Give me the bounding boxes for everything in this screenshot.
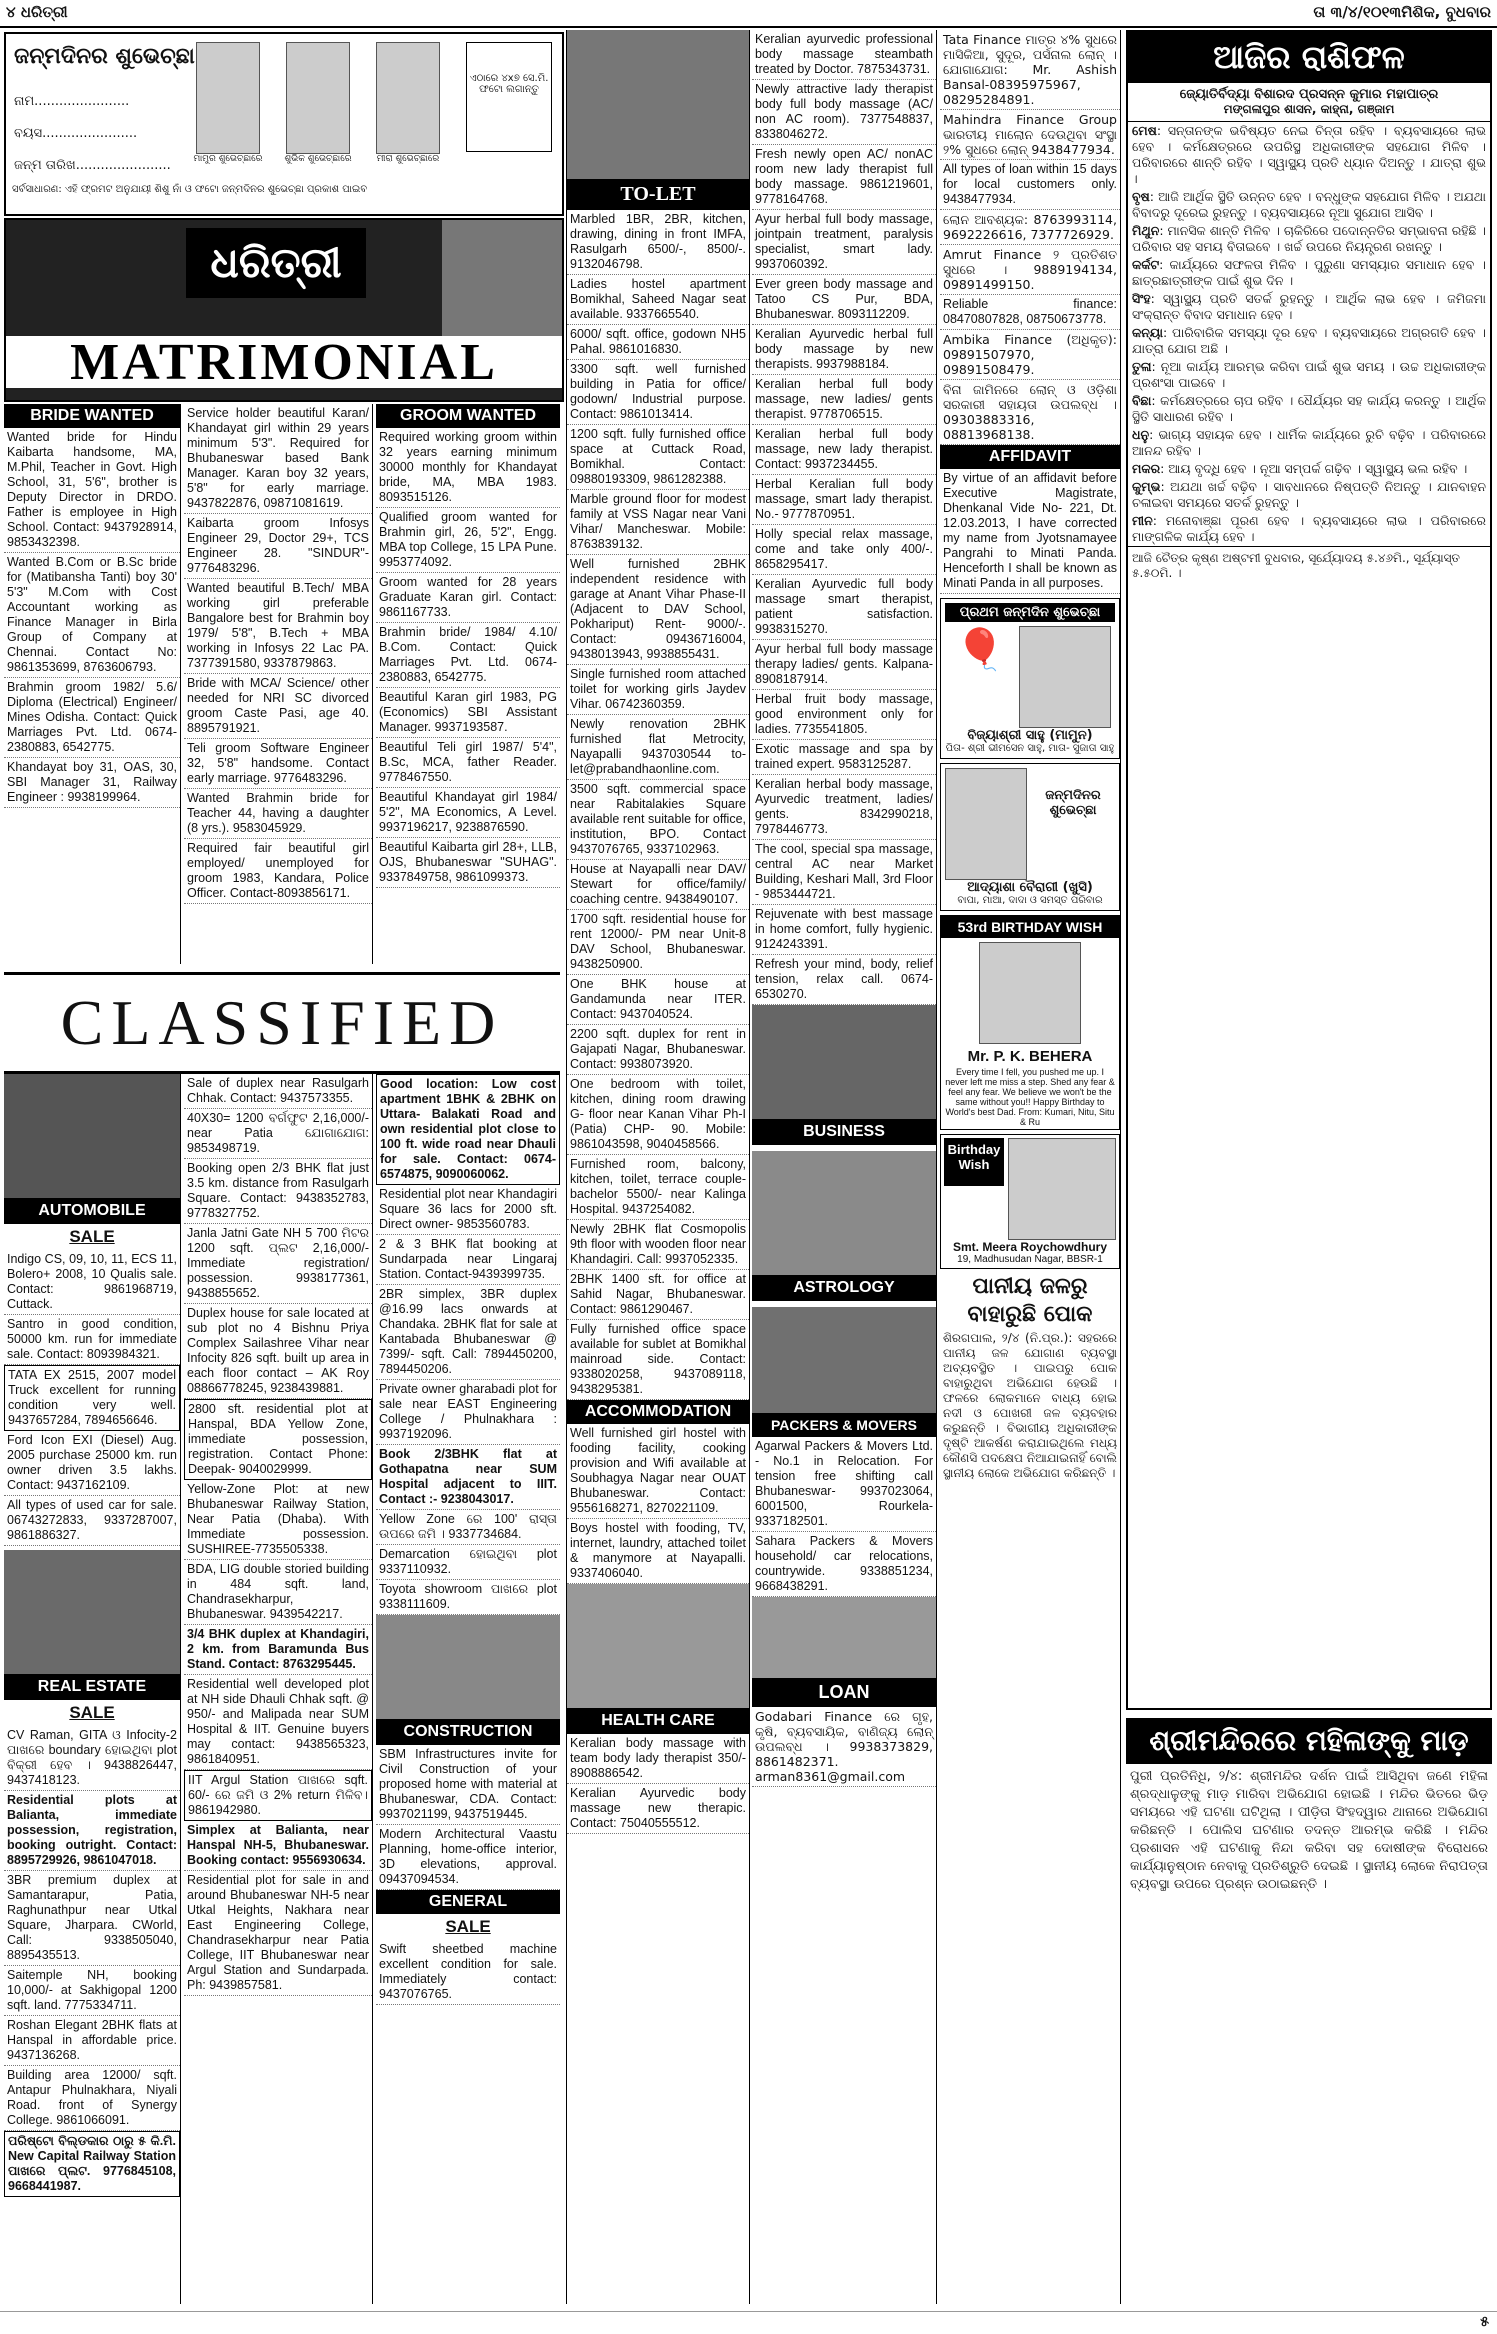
classified-ad: Wanted beautiful B.Tech/ MBA working girl preferable Bangalore best for Brahmin boy 1979/ 5'8", B.Tech + MBA working in Infosys 22 Lac PA. 7377391580, 9337879863. xyxy=(184,579,372,674)
child-photo xyxy=(286,42,350,154)
classified-ad: One bedroom with toilet, kitchen, dining room drawing G- floor near Kanan Vihar Ph-I (Patia) CHP- 90. Mobile: 9861043598, 9040458566. xyxy=(567,1075,749,1155)
zodiac-prediction: ସନ୍ତାନଙ୍କ ଭବିଷ୍ୟତ ନେଇ ଚିନ୍ତା ରହିବ । ବ୍ୟବସାୟରେ ଲାଭ ହେବ । କର୍ମକ୍ଷେତ୍ରରେ ଉପରିସ୍ଥ ଅଧିକାରୀଙ୍କ ସହଯୋଗ ମିଳିବ । ପରିବାରରେ ଶାନ୍ତି ରହିବ । ସ୍ୱାସ୍ଥ୍ୟ ପ୍ରତି ଧ୍ୟାନ ଦିଅନ୍ତୁ । ଯାତ୍ରା ଶୁଭ । xyxy=(1132,123,1486,186)
construction-image xyxy=(376,1615,560,1745)
classified-ad: Newly attractive lady therapist body full body massage (AC/ non AC room). 7377548837, 8338046272. xyxy=(752,80,936,145)
classified-ad: 3300 sqft. well furnished building in Patia for office/ godown/ Industrial purpose. Contact: 9861013414. xyxy=(567,360,749,425)
first-birthday-from: ପିତା- ଶ୍ରୀ ଭୀମସେନ ସାହୁ, ମାତା- ସୁଜାତା ସାହୁ xyxy=(945,743,1115,754)
classified-ad: Sale of duplex near Rasulgarh Chhak. Contact: 9437573355. xyxy=(184,1074,372,1109)
classified-ad: Wanted bride for Hindu Kaibarta handsome, MA, M.Phil, Teacher in Govt. High School, 31, 5'6", brother is Deputy Director in DRDO. Father is employee in High School. Contact: 9437928914, 9853432398. xyxy=(4,428,180,553)
girl-photo xyxy=(945,768,1027,880)
zodiac-prediction: ଭାଗ୍ୟ ସହାୟକ ହେବ । ଧାର୍ମିକ କାର୍ଯ୍ୟରେ ରୁଚି ବଢ଼ିବ । ପରିବାରରେ ଆନନ୍ଦ ରହିବ । xyxy=(1132,427,1487,458)
classified-ad: 2 & 3 BHK flat booking at Sundarpada near Lingaraj Station. Contact-9439399735. xyxy=(376,1235,560,1285)
rashifal-list xyxy=(1128,122,1490,546)
classified-title: CLASSIFIED xyxy=(60,987,504,1058)
classified-ad: Kaibarta groom Infosys Engineer 29, Doctor 29+, TCS Engineer 28. "SINDUR"- 9776483296. xyxy=(184,514,372,579)
birthday-from-2: ବାପା, ମାଆ, ଦାଦା ଓ ସମସ୍ତ ପରିବାର xyxy=(957,895,1103,906)
classified-ad: Simplex at Balianta, near Hanspal NH-5, Bhubaneswar. Booking contact: 9556930634. xyxy=(184,1821,372,1871)
classified-ad: 1700 sqft. residential house for rent 12000/- PM near Unit-8 DAV School, Bhubaneswar. 9438250900. xyxy=(567,910,749,975)
classified-ad: Roshan Elegant 2BHK flats at Hanspal in affordable price. 9437136268. xyxy=(4,2016,180,2066)
classified-ad: Building area 12000/ sqft. Antapur Phulnakhara, Niyali Road. front of Synergy College. 9861066091. xyxy=(4,2066,180,2131)
tolet-col xyxy=(566,30,750,2304)
classified-ad: 2BR simplex, 3BR duplex @16.99 lacs onwards at Chandaka. 2BHK flat for sale at Kantabada Bhubaneswar @ 7399/- sqft. Call: 7894450200, 7894450206. xyxy=(376,1285,560,1380)
birthday-form-title: ଜନ୍ମଦିନର ଶୁଭେଚ୍ଛା xyxy=(14,44,195,69)
temple-news-text: ପୁରୀ ପ୍ରତିନିଧି, ୨/୪: ଶ୍ରୀମନ୍ଦିର ଦର୍ଶନ ପାଇଁ ଆସିଥିବା ଜଣେ ମହିଳା ଶ୍ରଦ୍ଧାଳୁଙ୍କୁ ମାଡ଼ ମାରିବା ଅଭିଯୋଗ ହୋଇଛି । ମନ୍ଦିର ଭିତରେ ଭିଡ଼ ସମୟରେ ଏହି ଘଟଣା ଘଟିଥିଲା । ପୀଡ଼ିତା ସିଂହଦ୍ୱାର ଥାନାରେ ଅଭିଯୋଗ କରିଛନ୍ତି । ପୋଲିସ ଘଟଣାର ତଦନ୍ତ ଆରମ୍ଭ କରିଛି । ମନ୍ଦିର ପ୍ରଶାସନ ଏହି ଘଟଣାକୁ ନିନ୍ଦା କରିବା ସହ ଦୋଷୀଙ୍କ ବିରୋଧରେ କାର୍ଯ୍ୟାନୁଷ୍ଠାନ ନେବାକୁ ପ୍ରତିଶ୍ରୁତି ଦେଇଛି । ସ୍ଥାନୀୟ ଲୋକେ ନିରାପତ୍ତା ବ୍ୟବସ୍ଥା ଉପରେ ପ୍ରଶ୍ନ ଉଠାଇଛନ୍ତି । xyxy=(1130,1769,1488,1892)
classified-ad: Well furnished girl hostel with fooding facility, cooking provision and Wifi available at Soubhagya Nagar near OUAT Bhubaneswar. Contact: 9556168271, 8270221109. xyxy=(567,1424,749,1519)
classified-ad: SBM Infrastructures invite for Civil Construction of your proposed home with material at Bhubaneswar, CDA. Contact: 9937021199, 9437519445. xyxy=(376,1745,560,1825)
classified-ad: Yellow-Zone Plot: at new Bhubaneswar Railway Station, Near Patia (Dhaba). With Immediate possession. SUSHIREE-7735505338. xyxy=(184,1480,372,1560)
classified-ad: Book 2/3BHK flat at Gothapatna near SUM Hospital adjacent to IIIT. Contact :- 9238043017. xyxy=(376,1445,560,1510)
classified-ad: TATA EX 2515, 2007 model Truck excellent for running condition very well. 9437657284, 7894656646. xyxy=(4,1365,180,1431)
loan-label: LOAN xyxy=(752,1678,936,1707)
classified-ad: 3BR premium duplex at Samantarapur, Patia, Raghunathpur near Utkal Square, Jharpara. CWorld, Call: 9338505040, 8895435513. xyxy=(4,1871,180,1966)
real-estate-image xyxy=(4,1550,180,1700)
zodiac-prediction: ଅଯଥା ଖର୍ଚ୍ଚ ବଢ଼ିବ । ସାବଧାନରେ ନିଷ୍ପତ୍ତି ନିଅନ୍ତୁ । ଯାନବାହନ ଚଳାଇବା ସମୟରେ ସତର୍କ ରୁହନ୍ତୁ । xyxy=(1132,479,1486,510)
zodiac-prediction: ମନୋବାଞ୍ଛା ପୂରଣ ହେବ । ବ୍ୟବସାୟରେ ଲାଭ । ପରିବାରରେ ମାଙ୍ଗଳିକ କାର୍ଯ୍ୟ ହେବ । xyxy=(1132,513,1487,544)
classified-ad: Herbal fruit body massage, good environment only for ladies. 7735541805. xyxy=(752,690,936,740)
classified-ad: Ladies hostel apartment Bomikhal, Saheed Nagar seat available. 9337665540. xyxy=(567,275,749,325)
re-sale-heading: SALE xyxy=(69,1703,115,1722)
classified-ad: 1200 sqft. fully furnished office space at Cuttack Road, Bomikhal. Contact: 09880193309, 9861282388. xyxy=(567,425,749,490)
classified-ad: ଲୋନ ଆବଶ୍ୟକ: 8763993114, 9692226616, 7377726929. xyxy=(940,210,1120,245)
rashifal-entry: ଧନୁ: ଭାଗ୍ୟ ସହାୟକ ହେବ । ଧାର୍ମିକ କାର୍ଯ୍ୟରେ ରୁଚି ବଢ଼ିବ । ପରିବାରରେ ଆନନ୍ଦ ରହିବ । xyxy=(1132,427,1487,458)
rashifal-entry: ମକର: ଆୟ ବୃଦ୍ଧି ହେବ । ନୂଆ ସମ୍ପର୍କ ଗଢ଼ିବ । ସ୍ୱାସ୍ଥ୍ୟ ଭଲ ରହିବ । xyxy=(1132,461,1468,476)
groom-wanted-heading: GROOM WANTED xyxy=(376,404,560,428)
first-birthday-name: ବିଜ୍ୟାଶ୍ରୀ ସାହୁ (ମାମୁନ) xyxy=(967,728,1093,743)
classified-ad: All types of used car for sale. 06743272833, 9337287007, 9861886327. xyxy=(4,1496,180,1546)
classified-ad: Wanted B.Com or B.Sc bride for (Matibansha Tanti) boy 30' 5'3" M.Com with Cost Accountant working as Finance Manager in Birla Group of Company at Chennai. Contact No: 9861353699, 8763606793. xyxy=(4,553,180,678)
zodiac-sign-name: ବୃଷ xyxy=(1132,189,1150,204)
rashifal-entry: କନ୍ୟା: ପାରିବାରିକ ସମସ୍ୟା ଦୂର ହେବ । ବ୍ୟବସାୟରେ ଅଗ୍ରଗତି ହେବ । ଯାତ୍ରା ଯୋଗ ଅଛି । xyxy=(1132,325,1487,356)
classified-ad: Reliable finance: 08470807828, 08750673778. xyxy=(940,295,1120,330)
rashifal-entry: କୁମ୍ଭ: ଅଯଥା ଖର୍ଚ୍ଚ ବଢ଼ିବ । ସାବଧାନରେ ନିଷ୍ପତ୍ତି ନିଅନ୍ତୁ । ଯାନବାହନ ଚଳାଇବା ସମୟରେ ସତର୍କ ରୁହନ୍ତୁ । xyxy=(1132,479,1486,510)
construction-label: CONSTRUCTION xyxy=(376,1719,560,1745)
birthday-title-2: ଜନ୍ମଦିନର ଶୁଭେଚ୍ଛା xyxy=(1045,788,1101,818)
zodiac-prediction: ଆଜି ଆର୍ଥିକ ସ୍ଥିତି ଉନ୍ନତ ହେବ । ବନ୍ଧୁଙ୍କ ସହଯୋଗ ମିଳିବ । ଅଯଥା ବିବାଦରୁ ଦୂରେଇ ରୁହନ୍ତୁ । ବ୍ୟବସାୟରେ ନୂଆ ସୁଯୋଗ ଆସିବ । xyxy=(1132,189,1486,220)
birthday-wish-address: 19, Madhusudan Nagar, BBSR-1 xyxy=(957,1254,1103,1265)
photo-caption: ମାମୁର ଶୁଭେଚ୍ଛାରେ xyxy=(193,154,263,164)
classified-ad: The cool, special spa massage, central AC near Market Building, Keshari Mall, 3rd Floor - 9853444721. xyxy=(752,840,936,905)
birthday-53-name: Mr. P. K. BEHERA xyxy=(967,1048,1093,1065)
classified-ad: Agarwal Packers & Movers Ltd. - No.1 in Relocation. For tension free shifting call Bhubaneswar- 9937023064, 6001500, Rourkela-9337182501. xyxy=(752,1437,936,1532)
birthday-form-box xyxy=(4,32,564,216)
classified-ad: Toyota showroom ପାଖରେ plot 9338111609. xyxy=(376,1580,560,1615)
business-image xyxy=(752,1005,936,1145)
zodiac-prediction: ଆୟ ବୃଦ୍ଧି ହେବ । ନୂଆ ସମ୍ପର୍କ ଗଢ଼ିବ । ସ୍ୱାସ୍ଥ୍ୟ ଭଲ ରହିବ । xyxy=(1168,461,1468,476)
classified-ad: Boys hostel with fooding, TV, internet, laundry, attached toilet & manymore at Nayapalli. 9337406040. xyxy=(567,1519,749,1584)
affidavit-heading: AFFIDAVIT xyxy=(940,445,1120,469)
massage-col xyxy=(752,30,937,2304)
classified-ad: Indigo CS, 09, 10, 11, ECS 11, Bolero+ 2008, 10 Qualis sale. Contact: 9861968719, Cuttack. xyxy=(4,1250,180,1315)
classified-ad: Groom wanted for 28 years Graduate Karan girl. Contact: 9861167733. xyxy=(376,573,560,623)
classified-ad: Keralian Ayurvedic full body massage smart therapist, patient satisfaction. 9938315270. xyxy=(752,575,936,640)
classified-ad: Required working groom within 32 years earning minimum 30000 monthly for Khandayat bride, MA, MBA 1983. 8093515126. xyxy=(376,428,560,508)
birthday-53-box xyxy=(940,915,1120,1130)
classified-ad: Qualified groom wanted for Brahmin girl, 26, 5'2", Engg. MBA top College, 15 LPA Pune. 9953774092. xyxy=(376,508,560,573)
classified-ad: Beautiful Kaibarta girl 28+, LLB, OJS, Bhubaneswar "SUHAG". 9337849758, 9861099373. xyxy=(376,838,560,888)
classified-ad: Beautiful Khandayat girl 1984/ 5'2", MA Economics, A Level. 9937196217, 9238876590. xyxy=(376,788,560,838)
rashifal-entry: ତୁଳା: ନୂଆ କାର୍ଯ୍ୟ ଆରମ୍ଭ କରିବା ପାଇଁ ଶୁଭ ସମୟ । ଉଚ୍ଚ ଅଧିକାରୀଙ୍କ ପ୍ରଶଂସା ପାଇବେ । xyxy=(1132,359,1487,390)
classified-banner xyxy=(4,972,560,1074)
birthday-53-title: 53rd BIRTHDAY WISH xyxy=(941,916,1119,938)
astrology-image xyxy=(752,1151,936,1301)
zodiac-sign-name: ମୀନ xyxy=(1132,513,1153,528)
classified-ad: Wanted Brahmin bride for Teacher 44, having a daughter (8 yrs.). 9583045929. xyxy=(184,789,372,839)
rashifal-title: ଆଜିର ରାଶିଫଳ xyxy=(1128,32,1490,83)
classified-ad: 40X30= 1200 ବର୍ଗଫୁଟ 2,16,000/- near Patia ଯୋଗାଯୋଗ: 9853498719. xyxy=(184,1109,372,1159)
property-col-b xyxy=(376,1074,560,2304)
classified-ad: BDA, LIG double storied building in 484 sqft. land, Chandrasekharpur, Bhubaneswar. 9439542217. xyxy=(184,1560,372,1625)
rashifal-entry: କର୍କଟ: କାର୍ଯ୍ୟରେ ସଫଳତା ମିଳିବ । ପୁରୁଣା ସମସ୍ୟାର ସମାଧାନ ହେବ । ଛାତ୍ରଛାତ୍ରୀଙ୍କ ପାଇଁ ଶୁଭ ଦିନ । xyxy=(1132,257,1486,288)
balloons-icon: 🎈 xyxy=(955,628,1005,672)
rashifal-footer: ଆଜି ଚୈତ୍ର କୃଷ୍ଣ ଅଷ୍ଟମୀ ବୁଧବାର, ସୂର୍ଯ୍ୟୋଦୟ ୫.୪୬ମି., ସୂର୍ଯ୍ୟାସ୍ତ ୫.୫୦ମି. । xyxy=(1128,546,1490,585)
classified-ad: CV Raman, GITA ଓ Infocity-2 ପାଖରେ boundary ହୋଇଥିବା plot ବିକ୍ରୀ ହେବ । 9438826447, 9437418123. xyxy=(4,1726,180,1791)
temple-news-title: ଶ୍ରୀମନ୍ଦିରରେ ମହିଳାଙ୍କୁ ମାଡ଼ xyxy=(1126,1718,1492,1764)
classified-ad: Mahindra Finance Group ଭାରତୀୟ ମାଲୋନ ଦେଉଥିବା ସଂସ୍ଥା ୨% ସୁଧରେ ଲୋନ୍ 9438477934. xyxy=(940,110,1120,160)
birthday-form-field: ଜନ୍ମ ତାରିଖ....................... xyxy=(14,158,171,173)
birthday-name-2: ଆଦ୍ୟାଶା ବୈରାଗୀ (ଖୁସି) xyxy=(967,880,1093,895)
automobile-col xyxy=(4,1074,181,2304)
zodiac-sign-name: ମେଷ xyxy=(1132,123,1157,138)
classified-ad: Janla Jatni Gate NH 5 700 ମିଟର 1200 sqft. ପ୍ଲଟ 2,16,000/- Immediate registration/ possession. 9938177361, 9438855652. xyxy=(184,1224,372,1304)
classified-ad: Tata Finance ମାତ୍ର ୪% ସୁଧରେ ମାସିକିଆ, ସୁଦୂର, ପର୍ସନାଲ ଲୋନ୍ । ଯୋଗାଯୋଗ: Mr. Ashish Bansal-08395975967, 08295284891. xyxy=(940,30,1120,110)
water-news-title: ପାନୀୟ ଜଳରୁ ବାହାରୁଛି ପୋକ xyxy=(967,1274,1093,1327)
classified-ad: Herbal Keralian full body massage, smart lady therapist. No.- 9777870951. xyxy=(752,475,936,525)
real-estate-label: REAL ESTATE xyxy=(4,1674,180,1700)
classified-ad: Ayur herbal full body massage, jointpain treatment, paralysis specialist, smart lady. 9937060392. xyxy=(752,210,936,275)
zodiac-sign-name: ମକର xyxy=(1132,461,1161,476)
classified-ad: Private owner gharabadi plot for sale near EAST Engineering College / Phulnakhara : 9937192096. xyxy=(376,1380,560,1445)
astrology-label: ASTROLOGY xyxy=(752,1275,936,1301)
baby-photo xyxy=(1019,626,1111,728)
classified-ad: Beautiful Teli girl 1987/ 5'4", B.Sc, MCA, father Reader. 9778467550. xyxy=(376,738,560,788)
classified-ad: Single furnished room attached toilet for working girls Jaydev Vihar. 06742360359. xyxy=(567,665,749,715)
page-number-brand: ୪ ଧରିତ୍ରୀ xyxy=(6,3,68,21)
classified-ad: Keralian Ayurvedic body massage new therapic. Contact: 75040555512. xyxy=(567,1784,749,1834)
matrimonial-col-2 xyxy=(184,404,373,964)
classified-ad: One BHK house at Gandamunda near ITER. Contact: 9437040524. xyxy=(567,975,749,1025)
zodiac-sign-name: ଧନୁ xyxy=(1132,427,1150,442)
classified-ad: Good location: Low cost apartment 1BHK & 2BHK on Uttara- Balakati Road and own residential plot close to 100 ft. wide road near Dhauli for sale. Contact: 0674-6574875, 9090060062. xyxy=(376,1074,560,1185)
classified-ad: 6000/ sqft. office, godown NH5 Pahal. 9861016830. xyxy=(567,325,749,360)
classified-ad: 3/4 BHK duplex at Khandagiri, 2 km. from Baramunda Bus Stand. Contact: 8763295445. xyxy=(184,1625,372,1675)
classified-ad: Khandayat boy 31, OAS, 30, SBI Manager 31, Railway Engineer : 9938199964. xyxy=(4,758,180,808)
classified-ad: Refresh your mind, body, relief tension, relax call. 0674-6530270. xyxy=(752,955,936,1005)
child-photo xyxy=(376,42,440,154)
tolet-label: TO-LET xyxy=(567,179,749,210)
affidavit-text: By virtue of an affidavit before Executive Magistrate, Dhenkanal Vide No- 221, Dt. 12.03.2013, I have corrected my name from Jyotsnamayee Pangrahi to Minati Panda. Henceforth I shall be known as Minati Panda in all purposes. xyxy=(940,469,1120,594)
page-header xyxy=(0,0,1497,28)
zodiac-sign-name: ବିଛା xyxy=(1132,393,1152,408)
classified-ad: Service holder beautiful Karan/ Khandayat girl within 29 years minimum 5'3". Required for Bhubaneswar based Bank Manager. Karan boy 32 years, 5'8" for early marriage. 9437822876, 09871081619. xyxy=(184,404,372,514)
rashifal-col xyxy=(1126,30,1492,1710)
man-photo xyxy=(979,942,1081,1044)
classified-ad: Teli groom Software Engineer 32, 5'8" handsome. Contact early marriage. 9776483296. xyxy=(184,739,372,789)
zodiac-sign-name: କର୍କଟ xyxy=(1132,257,1160,272)
classified-ad: Rejuvenate with best massage in home comfort, fully hygienic. 9124243391. xyxy=(752,905,936,955)
classified-ad: Newly renovation 2BHK furnished flat Metrocity, Nayapalli 9437030544 to-let@prabandhaonline.com. xyxy=(567,715,749,780)
water-news xyxy=(940,1273,1120,1483)
classified-ad: Keralian body massage with team body lady therapist 350/- 8908886542. xyxy=(567,1734,749,1784)
packers-label: PACKERS & MOVERS xyxy=(752,1413,936,1437)
rashifal-entry: ମୀନ: ମନୋବାଞ୍ଛା ପୂରଣ ହେବ । ବ୍ୟବସାୟରେ ଲାଭ । ପରିବାରରେ ମାଙ୍ଗଳିକ କାର୍ଯ୍ୟ ହେବ । xyxy=(1132,513,1487,544)
matrimonial-banner xyxy=(4,218,564,402)
classified-ad: Booking open 2/3 BHK flat just 3.5 km. distance from Rasulgarh Square. Contact: 9438352783, 9778327752. xyxy=(184,1159,372,1224)
page-footer xyxy=(0,2311,1497,2334)
classified-ad: Keralian Ayurvedic herbal full body massage by new therapists. 9937988184. xyxy=(752,325,936,375)
tolet-image xyxy=(567,30,749,210)
classified-ad: Residential plots at Balianta, immediate possession, registration, booking outright. Contact: 8895729926, 9861047018. xyxy=(4,1791,180,1871)
classified-ad: Holly special relax massage, come and take only 400/-. 8658295417. xyxy=(752,525,936,575)
classified-ad: Ayur herbal full body massage therapy ladies/ gents. Kalpana- 8908187914. xyxy=(752,640,936,690)
packers-image xyxy=(752,1307,936,1437)
classified-ad: Keralian herbal full body massage, new lady therapist. Contact: 9937234455. xyxy=(752,425,936,475)
zodiac-sign-name: କୁମ୍ଭ xyxy=(1132,479,1161,494)
automobile-image xyxy=(4,1074,180,1224)
rashifal-address: ମଙ୍ଗଳାପୁର ଶାସନ, କାହ୍ନା, ଗଞ୍ଜାମ xyxy=(1128,102,1490,122)
matrimonial-col-1 xyxy=(4,404,181,964)
birthday-53-message: Every time I fell, you pushed me up. I never left me miss a step. Shed any fear & feel any fear. We believe we won't be the same without you!! Happy Birthday to World's best Dad. From: Kumari, Nitu, Situ & Ru xyxy=(945,1067,1115,1127)
classified-ad: Brahmin bride/ 1984/ 4.10/ B.Com. Contact: Quick Marriages Pvt. Ltd. 0674-2380883, 6542775. xyxy=(376,623,560,688)
classified-ad: IIT Argul Station ପାଖରେ sqft. 60/- ରେ ଜମି ଓ 2% return ମିଳିବ। 9861942980. xyxy=(184,1770,372,1821)
birthday-wish-name: Smt. Meera Roychowdhury xyxy=(952,1240,1108,1254)
classified-ad: Ever green body massage and Tatoo CS Pur, BDA, Bhubaneswar. 8093112209. xyxy=(752,275,936,325)
automobile-label: AUTOMOBILE xyxy=(4,1198,180,1224)
zodiac-sign-name: ମିଥୁନ xyxy=(1132,223,1160,238)
birthday-wish-title: Birthday Wish xyxy=(944,1138,1004,1186)
classified-ad: All types of loan within 15 days for local customers only. 9438477934. xyxy=(940,160,1120,210)
classified-ad: Required fair beautiful girl employed/ unemployed for groom 1983, Kandara, Police Officer. Contact-8093856171. xyxy=(184,839,372,904)
zodiac-prediction: ସ୍ୱାସ୍ଥ୍ୟ ପ୍ରତି ସତର୍କ ରୁହନ୍ତୁ । ଆର୍ଥିକ ଲାଭ ହେବ । ଜମିଜମା ସଂକ୍ରାନ୍ତ ବିବାଦ ସମାଧାନ ହେବ । xyxy=(1132,291,1487,322)
classified-ad: Sahara Packers & Movers household/ car relocations, countrywide. 9338851234, 9668438291. xyxy=(752,1532,936,1597)
classified-ad: 2BHK 1400 sft. for office at Sahid Nagar, Bhubaneswar. Contact: 9861290467. xyxy=(567,1270,749,1320)
auto-sale-heading: SALE xyxy=(69,1227,115,1246)
matrimonial-col-3 xyxy=(376,404,560,964)
photo-caption: ଶୁଭିକ ଶୁଭେଚ୍ଛାରେ xyxy=(284,154,352,164)
rashifal-entry: ସିଂହ: ସ୍ୱାସ୍ଥ୍ୟ ପ୍ରତି ସତର୍କ ରୁହନ୍ତୁ । ଆର୍ଥିକ ଲାଭ ହେବ । ଜମିଜମା ସଂକ୍ରାନ୍ତ ବିବାଦ ସମାଧାନ ହେବ । xyxy=(1132,291,1487,322)
woman-photo xyxy=(1008,1138,1116,1240)
classified-ad: Keralian herbal full body massage, new ladies/ gents therapist. 9778706515. xyxy=(752,375,936,425)
photo-placeholder-box: ଏଠାରେ ୪x୭ ସେ.ମି. ଫଟୋ ଲଗାନ୍ତୁ xyxy=(466,42,552,152)
bride-wanted-heading: BRIDE WANTED xyxy=(4,404,180,428)
birthday-box-2 xyxy=(940,763,1120,911)
rashifal-entry: ମେଷ: ସନ୍ତାନଙ୍କ ଭବିଷ୍ୟତ ନେଇ ଚିନ୍ତା ରହିବ । ବ୍ୟବସାୟରେ ଲାଭ ହେବ । କର୍ମକ୍ଷେତ୍ରରେ ଉପରିସ୍ଥ ଅଧିକାରୀଙ୍କ ସହଯୋଗ ମିଳିବ । ପରିବାରରେ ଶାନ୍ତି ରହିବ । ସ୍ୱାସ୍ଥ୍ୟ ପ୍ରତି ଧ୍ୟାନ ଦିଅନ୍ତୁ । ଯାତ୍ରା ଶୁଭ । xyxy=(1132,123,1486,186)
classified-ad: House at Nayapalli near DAV/ Stewart for office/family/ coaching centre. 9438490107. xyxy=(567,860,749,910)
classified-ad: Beautiful Karan girl 1983, PG (Economics) SBI Assistant Manager. 9937193587. xyxy=(376,688,560,738)
bride-photo xyxy=(442,220,562,340)
classified-ad: Keralian ayurvedic professional body massage steambath treated by Doctor. 7875343731. xyxy=(752,30,936,80)
classified-ad: Bride with MCA/ Science/ other needed for NRI SC divorced groom Caste Pasi, age 40. 8895791921. xyxy=(184,674,372,739)
classified-ad: Furnished room, balcony, kitchen, toilet, terrace couple-bachelor 5500/- near Kalinga Hospital. 9437254082. xyxy=(567,1155,749,1220)
general-sale-heading: SALE xyxy=(445,1917,491,1936)
health-care-label: HEALTH CARE xyxy=(567,1708,749,1734)
classified-ad: ପରିଷ୍ଟୋ ବିଲ୍ଡକାର ଠାରୁ ୫ କି.ମି. New Capital Railway Station ପାଖରେ ପ୍ଲଟ. 9776845108, 9668441987. xyxy=(4,2131,180,2197)
classified-ad: Residential well developed plot at NH side Dhauli Chhak sqft. @ 950/- and Malipada near SUM Hospital & IIT. Genuine buyers may contact: 9438565323, 9861840951. xyxy=(184,1675,372,1770)
classified-ad: ବିନା ଜାମିନରେ ଲୋନ୍ ଓ ଓଡ଼ିଶା ସରକାରୀ ସହାୟତା ଉପଲବ୍ଧ । 09303883316, 08813968138. xyxy=(940,380,1120,445)
classified-ad: Yellow Zone ରେ 100' ରାସ୍ତା ଉପରେ ଜମି । 9337734684. xyxy=(376,1510,560,1545)
classified-ad: Newly 2BHK flat Cosmopolis 9th floor with wooden floor near Khandagiri. Call: 9937052335. xyxy=(567,1220,749,1270)
birthday-form-note: ସର୍ବସାଧାରଣ: ଏହି ଫ୍ରମଟ ଅନୁଯାୟୀ ଶିଶୁ ନାଁ ଓ ଫଟୋ ଜନ୍ମଦିନର ଶୁଭେଚ୍ଛା ପ୍ରକାଶ ପାଇବ xyxy=(12,184,368,195)
zodiac-sign-name: ତୁଳା xyxy=(1132,359,1152,374)
classified-ad: Fresh newly open AC/ nonAC room new lady therapist full body massage. 9861219601, 9778164768. xyxy=(752,145,936,210)
first-birthday-box xyxy=(940,598,1120,759)
general-heading: GENERAL xyxy=(376,1890,560,1914)
zodiac-sign-name: ସିଂହ xyxy=(1132,291,1151,306)
zodiac-prediction: କର୍ମକ୍ଷେତ୍ରରେ ଚାପ ରହିବ । ଧୈର୍ଯ୍ୟର ସହ କାର୍ଯ୍ୟ କରନ୍ତୁ । ଆର୍ଥିକ ସ୍ଥିତି ସାଧାରଣ ରହିବ । xyxy=(1132,393,1486,424)
classified-ad: Demarcation ହୋଇଥିବା plot 9337110932. xyxy=(376,1545,560,1580)
classified-ad: Ford Icon EXI (Diesel) Aug. 2005 purchase 25000 km. run owner driven 3.5 lakhs. Contact: 9437162109. xyxy=(4,1431,180,1496)
first-birthday-title: ପ୍ରଥମ ଜନ୍ମଦିନ ଶୁଭେଚ୍ଛା xyxy=(945,603,1115,622)
rashifal-author: ଜ୍ୟୋତିର୍ବିଦ୍ୟା ବିଶାରଦ ପ୍ରସନ୍ନ କୁମାର ମହାପାତ୍ର xyxy=(1179,87,1439,102)
business-label: BUSINESS xyxy=(752,1119,936,1145)
zodiac-sign-name: କନ୍ୟା xyxy=(1132,325,1164,340)
photo-caption: ମୀରା ଶୁଭେଚ୍ଛାରେ xyxy=(376,154,440,164)
classified-ad: Brahmin groom 1982/ 5.6/ Diploma (Electrical) Engineer/ Mines Odisha. Contact: Quick Marriages Pvt. Ltd. 0674-2380883, 6542775. xyxy=(4,678,180,758)
classified-ad: Saitemple NH, booking 10,000/- at Sakhigopal 1200 sqft. land. 7775334711. xyxy=(4,1966,180,2016)
matrimonial-title: MATRIMONIAL xyxy=(6,336,562,388)
classified-ad: Swift sheetbed machine excellent condition for sale. Immediately contact: 9437076765. xyxy=(376,1940,560,2005)
footer-page-number: ୫ xyxy=(1480,2314,1489,2330)
rashifal-entry: ବୃଷ: ଆଜି ଆର୍ଥିକ ସ୍ଥିତି ଉନ୍ନତ ହେବ । ବନ୍ଧୁଙ୍କ ସହଯୋଗ ମିଳିବ । ଅଯଥା ବିବାଦରୁ ଦୂରେଇ ରୁହନ୍ତୁ । ବ୍ୟବସାୟରେ ନୂଆ ସୁଯୋଗ ଆସିବ । xyxy=(1132,189,1486,220)
temple-news xyxy=(1126,1718,1492,2304)
loan-image xyxy=(752,1597,936,1707)
classified-ad: Ambika Finance (ଅଧିକୃତ): 09891507970, 09891508479. xyxy=(940,330,1120,380)
classified-ad: Fully furnished office space available for sublet at Bomikhal mainroad side. Contact: 9338020258, 9437089118, 9438295381. xyxy=(567,1320,749,1400)
classified-ad: 2200 sqft. duplex for rent in Gajapati Nagar, Bhubaneswar. Contact: 9938073920. xyxy=(567,1025,749,1075)
classified-ad: Keralian herbal body massage, Ayurvedic treatment, ladies/ gents. 8342990218, 7978446773. xyxy=(752,775,936,840)
classified-ad: Godabari Finance ରେ ଗୃହ, କୃଷି, ବ୍ୟବସାୟିକ, ବାଣିଜ୍ୟ ଲୋନ୍ ଉପଲବ୍ଧ । 9938373829, 8861482371. arman8361@gmail.com xyxy=(752,1707,936,1787)
classified-ad: Duplex house for sale located at sub plot no 4 Bishnu Priya Complex Sailashree Vihar near Infocity 826 sqft. built up area in each floor contact – AK Roy 08866778245, 9238439881. xyxy=(184,1304,372,1399)
birthday-form-field: ନାମ....................... xyxy=(14,94,130,109)
rashifal-entry: ବିଛା: କର୍ମକ୍ଷେତ୍ରରେ ଚାପ ରହିବ । ଧୈର୍ଯ୍ୟର ସହ କାର୍ଯ୍ୟ କରନ୍ତୁ । ଆର୍ଥିକ ସ୍ଥିତି ସାଧାରଣ ରହିବ । xyxy=(1132,393,1486,424)
classified-ad: Well furnished 2BHK independent residence with garage at Anant Vihar Phase-II (Adjacent to DAV School, Pokhariput) Rent- 9000/-. Contact: 09436716004, 9438013943, 9938855431. xyxy=(567,555,749,665)
zodiac-prediction: ପାରିବାରିକ ସମସ୍ୟା ଦୂର ହେବ । ବ୍ୟବସାୟରେ ଅଗ୍ରଗତି ହେବ । ଯାତ୍ରା ଯୋଗ ଅଛି । xyxy=(1132,325,1487,356)
classified-ad: Santro in good condition, 50000 km. run for immediate sale. Contact: 8093984321. xyxy=(4,1315,180,1365)
classified-ad: Marble ground floor for modest family at VSS Nagar near Vani Vihar/ Mancheswar. Mobile: 8763839132. xyxy=(567,490,749,555)
health-care-image xyxy=(567,1584,749,1734)
accommodation-heading: ACCOMMODATION xyxy=(567,1400,749,1424)
classified-ad: Exotic massage and spa by trained expert. 9583125287. xyxy=(752,740,936,775)
zodiac-prediction: ମାନସିକ ଶାନ୍ତି ମିଳିବ । ଚାକିରିରେ ପଦୋନ୍ନତିର ସମ୍ଭାବନା ରହିଛି । ପରିବାର ସହ ସମୟ ବିତାଇବେ । ଖର୍ଚ୍ଚ ଉପରେ ନିୟନ୍ତ୍ରଣ ରଖନ୍ତୁ । xyxy=(1132,223,1486,254)
zodiac-prediction: କାର୍ଯ୍ୟରେ ସଫଳତା ମିଳିବ । ପୁରୁଣା ସମସ୍ୟାର ସମାଧାନ ହେବ । ଛାତ୍ରଛାତ୍ରୀଙ୍କ ପାଇଁ ଶୁଭ ଦିନ । xyxy=(1132,257,1486,288)
classified-ad: Modern Architectural Vaastu Planning, home-office interior, 3D elevations, approval. 09437094534. xyxy=(376,1825,560,1890)
water-news-text: ଶିରଗପାଲ, ୨/୪ (ନି.ପ୍ର.): ସହରରେ ପାନୀୟ ଜଳ ଯୋଗାଣ ବ୍ୟବସ୍ଥା ଅବ୍ୟବସ୍ଥିତ । ପାଇପରୁ ପୋକ ବାହାରୁଥିବା ଅଭିଯୋଗ ହେଉଛି । ଫଳରେ ଲୋକମାନେ ବାଧ୍ୟ ହୋଇ ନଦୀ ଓ ପୋଖରୀ ଜଳ ବ୍ୟବହାର କରୁଛନ୍ତି । ବିଭାଗୀୟ ଅଧିକାରୀଙ୍କ ଦୃଷ୍ଟି ଆକର୍ଷଣ କରାଯାଇଥିଲେ ମଧ୍ୟ କୌଣସି ପଦକ୍ଷେପ ନିଆଯାଇନାହିଁ ବୋଲି ସ୍ଥାନୀୟ ଲୋକେ ଅଭିଯୋଗ କରିଛନ୍ତି । xyxy=(943,1331,1117,1480)
birthday-form-field: ବୟସ....................... xyxy=(14,126,138,141)
classified-ad: 2800 sft. residential plot at Hanspal, BDA Yellow Zone, immediate possession, registration. Contact Phone: Deepak- 9040029999. xyxy=(184,1399,372,1480)
classified-ad: Residential plot near Khandagiri Square 36 lacs for 2000 sft. Direct owner- 9853560783. xyxy=(376,1185,560,1235)
classified-ad: Residential plot for sale in and around Bhubaneswar NH-5 near Utkal Heights, Nakhara near East Engineering College, Chandrasekharpur near Patia College, IIT Bhubaneswar near Argul Station and Sundarpada. Ph: 9439857581. xyxy=(184,1871,372,1996)
dharitri-logo: ଧରିତ୍ରୀ xyxy=(186,228,366,298)
finance-col xyxy=(940,30,1121,2304)
property-col-a xyxy=(184,1074,373,2304)
page-date: ତା ୩/୪/୧୦୧୩ମିଶିକ, ବୁଧବାର xyxy=(1313,3,1491,21)
child-photo xyxy=(196,42,260,154)
rashifal-entry: ମିଥୁନ: ମାନସିକ ଶାନ୍ତି ମିଳିବ । ଚାକିରିରେ ପଦୋନ୍ନତିର ସମ୍ଭାବନା ରହିଛି । ପରିବାର ସହ ସମୟ ବିତାଇବେ । ଖର୍ଚ୍ଚ ଉପରେ ନିୟନ୍ତ୍ରଣ ରଖନ୍ତୁ । xyxy=(1132,223,1486,254)
birthday-wish-box xyxy=(940,1134,1120,1269)
classified-ad: Marbled 1BR, 2BR, kitchen, drawing, dining in front IMFA, Rasulgarh 6500/-, 8500/-. 9132046798. xyxy=(567,210,749,275)
classified-ad: 3500 sqft. commercial space near Rabitalakies Square available rent suitable for office, institution, BPO. Contact 9437076765, 9337102963. xyxy=(567,780,749,860)
zodiac-prediction: ନୂଆ କାର୍ଯ୍ୟ ଆରମ୍ଭ କରିବା ପାଇଁ ଶୁଭ ସମୟ । ଉଚ୍ଚ ଅଧିକାରୀଙ୍କ ପ୍ରଶଂସା ପାଇବେ । xyxy=(1132,359,1487,390)
classified-ad: Amrut Finance ୨ ପ୍ରତିଶତ ସୁଧରେ । 9889194134, 09891499150. xyxy=(940,245,1120,295)
